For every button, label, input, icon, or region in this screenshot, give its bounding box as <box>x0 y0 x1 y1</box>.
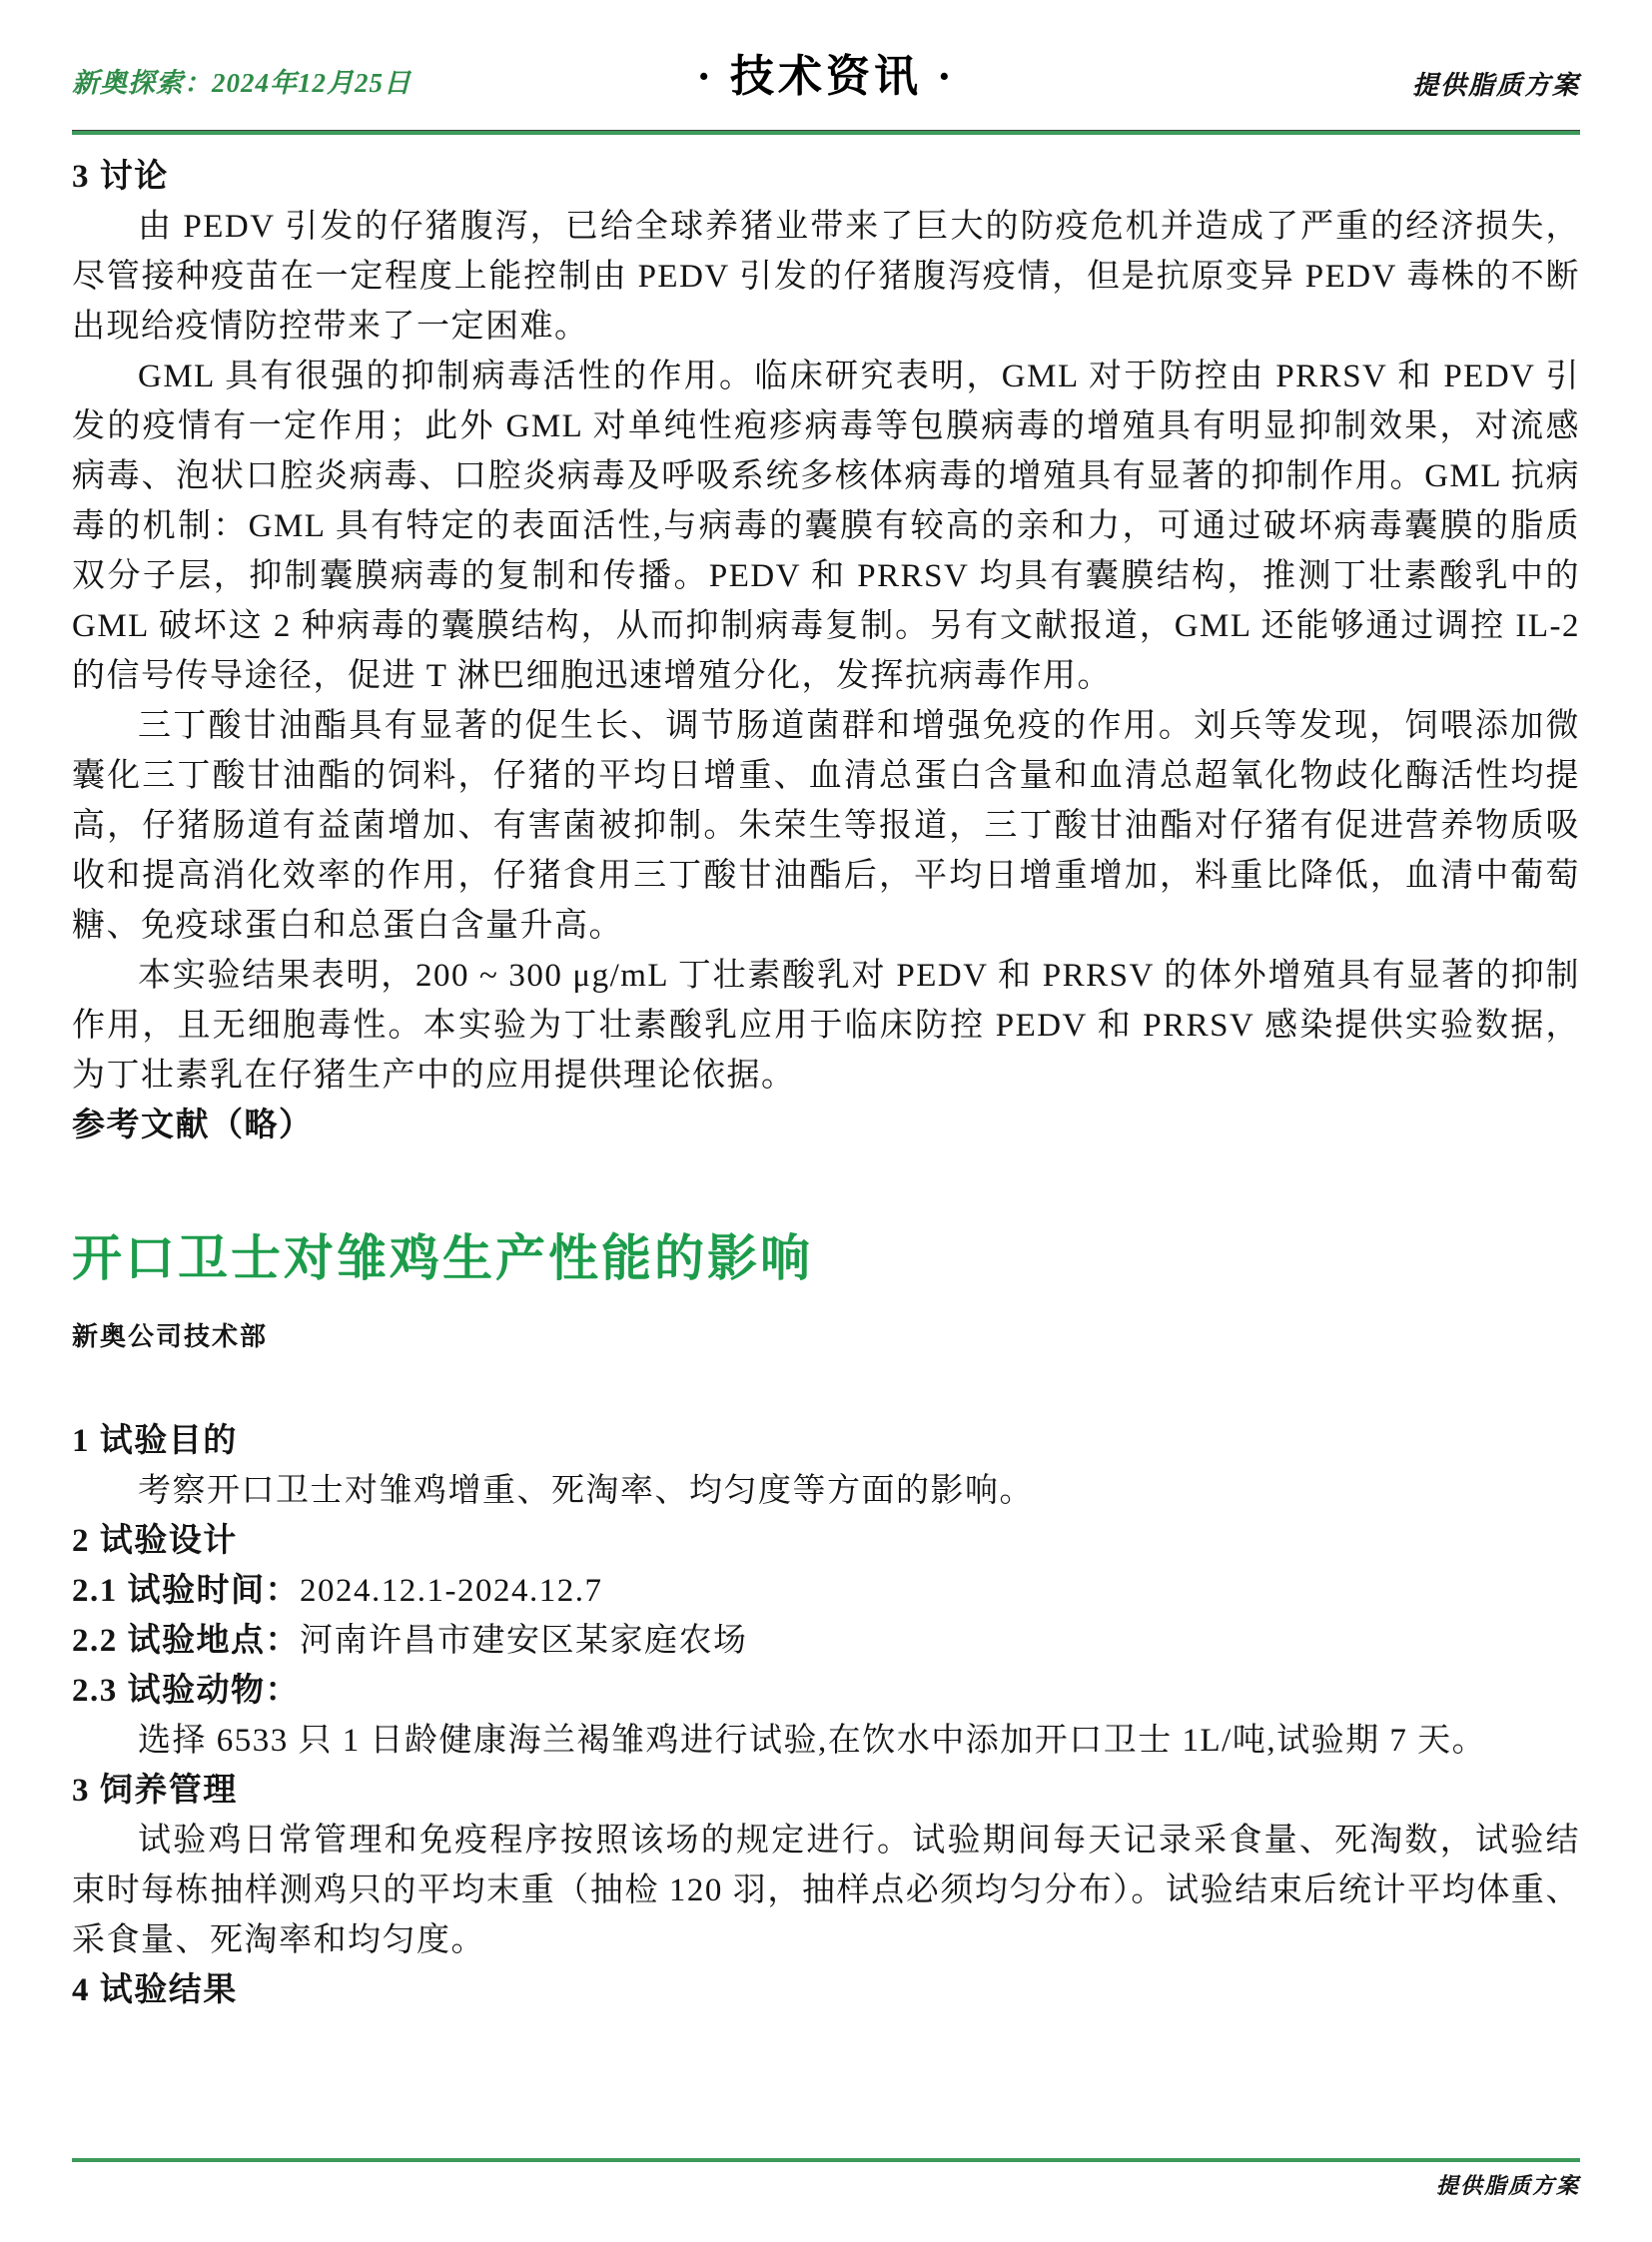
discussion-paragraph: GML 具有很强的抑制病毒活性的作用。临床研究表明，GML 对于防控由 PRRSV 和 PEDV 引发的疫情有一定作用；此外 GML 对单纯性疱疹病毒等包膜病毒的增殖具有明显抑制效果，对流感病毒、泡状口腔炎病毒、口腔炎病毒及呼吸系统多核体病毒的增殖具有显著的抑制作用。GML 抗病毒的机制：GML 具有特定的表面活性,与病毒的囊膜有较高的亲和力，可通过破坏病毒囊膜的脂质双分子层，抑制囊膜病毒的复制和传播。PEDV 和 PRRSV 均具有囊膜结构，推测丁壮素酸乳中的 GML 破坏这 2 种病毒的囊膜结构，从而抑制病毒复制。另有文献报道，GML 还能够通过调控 IL-2 的信号传导途径，促进 T 淋巴细胞迅速增殖分化，发挥抗病毒作用。 <box>72 359 1580 694</box>
section-3-body: 试验鸡日常管理和免疫程序按照该场的规定进行。试验期间每天记录采食量、死淘数，试验结束时每栋抽样测鸡只的平均末重（抽检 120 羽，抽样点必须均匀分布）。试验结束后统计平均体重、采食量、死淘率和均匀度。 <box>72 1823 1580 1958</box>
section-2-2-value: 河南许昌市建安区某家庭农场 <box>300 1623 748 1659</box>
section-1-heading: 1 试验目的 <box>72 1423 238 1459</box>
section-2-3-heading: 2.3 试验动物： <box>72 1673 300 1709</box>
section-4-heading: 4 试验结果 <box>72 1972 238 2008</box>
footer-rule <box>72 2158 1580 2162</box>
section-2-1-row <box>72 1566 1580 1616</box>
article-author: 新奥公司技术部 <box>72 1322 269 1351</box>
header-brand-date: 新奥探索：2024年12月25日 <box>72 68 412 98</box>
discussion-paragraph: 三丁酸甘油酯具有显著的促生长、调节肠道菌群和增强免疫的作用。刘兵等发现，饲喂添加微囊化三丁酸甘油酯的饲料，仔猪的平均日增重、血清总蛋白含量和血清总超氧化物歧化酶活性均提高，仔猪肠道有益菌增加、有害菌被抑制。朱荣生等报道，三丁酸甘油酯对仔猪有促进营养物质吸收和提高消化效率的作用，仔猪食用三丁酸甘油酯后，平均日增重增加，料重比降低，血清中葡萄糖、免疫球蛋白和总蛋白含量升高。 <box>72 708 1580 944</box>
discussion-paragraph: 由 PEDV 引发的仔猪腹泻，已给全球养猪业带来了巨大的防疫危机并造成了严重的经济损失，尽管接种疫苗在一定程度上能控制由 PEDV 引发的仔猪腹泻疫情，但是抗原变异 PEDV 毒株的不断出现给疫情防控带来了一定困难。 <box>72 209 1580 345</box>
header-rule <box>72 130 1580 135</box>
article-body <box>72 1416 1580 2015</box>
article-title: 开口卫士对雏鸡生产性能的影响 <box>72 1230 813 1286</box>
section-2-1-label: 2.1 试验时间： <box>72 1573 300 1609</box>
section-2-2-row <box>72 1616 1580 1666</box>
footer-slogan: 提供脂质方案 <box>1435 2173 1580 2198</box>
section-1-body: 考察开口卫士对雏鸡增重、死淘率、均匀度等方面的影响。 <box>138 1473 1034 1509</box>
section-2-heading: 2 试验设计 <box>72 1523 238 1559</box>
section-2-2-label: 2.2 试验地点： <box>72 1623 300 1659</box>
references-note: 参考文献（略） <box>72 1108 314 1143</box>
discussion-heading: 3 讨论 <box>72 159 169 195</box>
discussion-paragraph: 本实验结果表明，200 ~ 300 μg/mL 丁壮素酸乳对 PEDV 和 PRRSV 的体外增殖具有显著的抑制作用，且无细胞毒性。本实验为丁壮素酸乳应用于临床防控 PEDV 和 PRRSV 感染提供实验数据，为丁壮素乳在仔猪生产中的应用提供理论依据。 <box>72 958 1580 1094</box>
section-3-heading: 3 饲养管理 <box>72 1773 238 1809</box>
section-2-1-value: 2024.12.1-2024.12.7 <box>300 1573 603 1609</box>
header-column-title: · 技术资讯 · <box>696 52 956 101</box>
page-header <box>72 52 1580 104</box>
header-slogan: 提供脂质方案 <box>1411 71 1580 100</box>
section-2-3-body: 选择 6533 只 1 日龄健康海兰褐雏鸡进行试验,在饮水中添加开口卫士 1L/吨,试验期 7 天。 <box>138 1723 1487 1759</box>
page-content <box>72 152 1580 2015</box>
